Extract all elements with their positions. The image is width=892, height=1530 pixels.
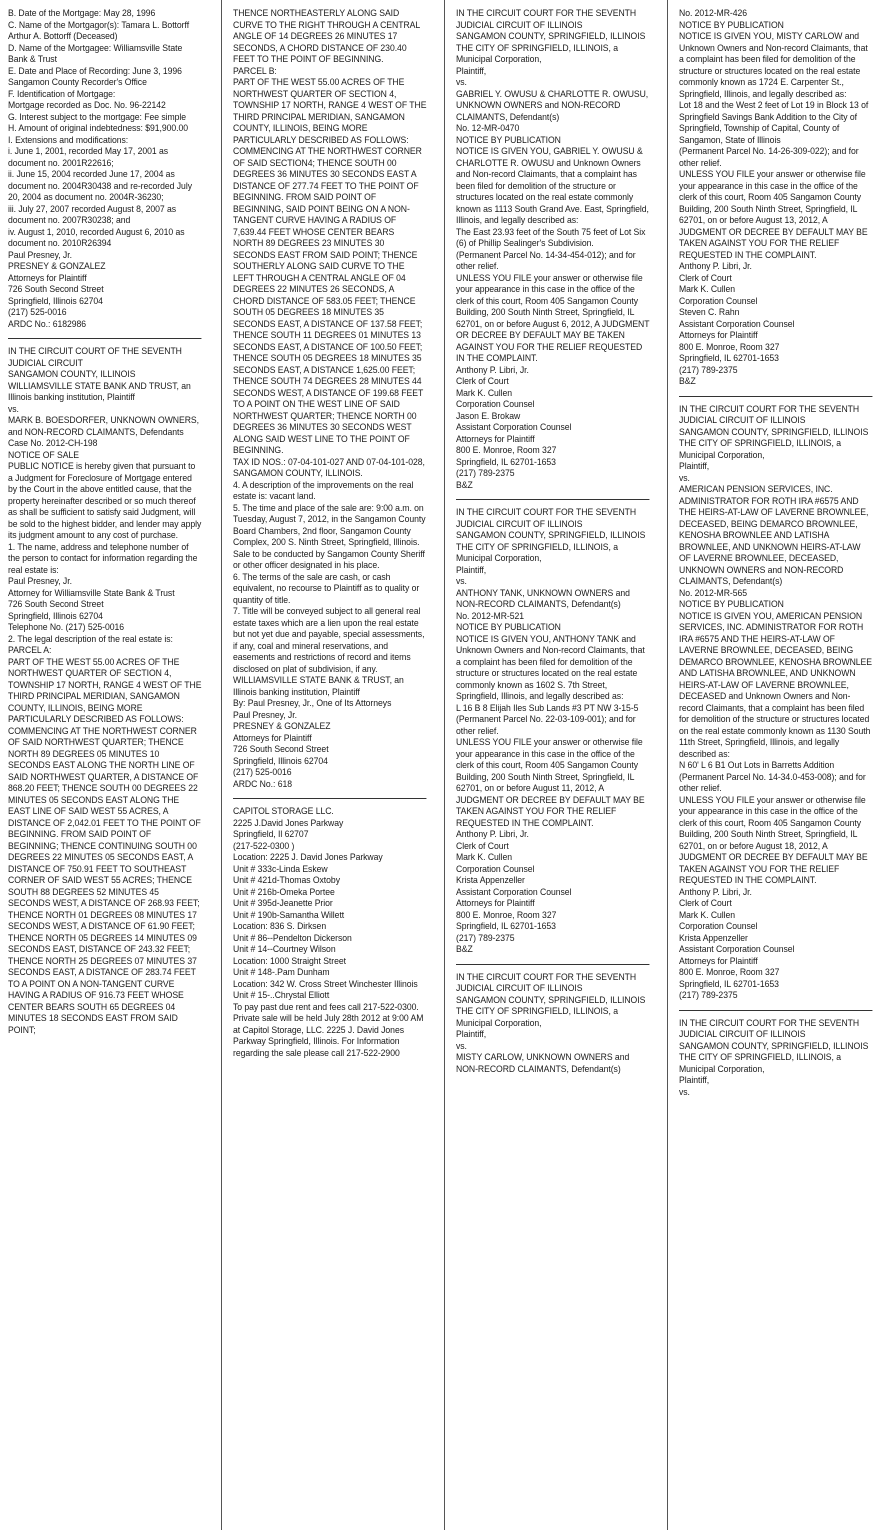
- mortgage-details-notice: B. Date of the Mortgage: May 28, 1996 C. Name of the Mortgagor(s): Tamara L. Bottorff Arthur A. Bottorff (Deceased) D. Name of the Mortgagee: Williamsville State Bank & Trust E. Date and Place of Recording: June 3, 1996 Sangamon County Recorder's Office F. Identification of Mortgage: Mortgage recorded as Doc. No. 96-22142 G. Interest subject to the mortgage: Fee simple H. Amount of original indebtedness: $91,900.00 I. Extensions and modifications: i. June 1, 2001, recorded May 17, 2001 as document no. 2001R22616; ii. June 15, 2004 recorded June 17, 2004 as document no. 2004R30438 and re-recorded July 20, 2004 as document no. 2004R-36230; iii. July 27, 2007 recorded August 8, 2007 as document no. 2007R30238; and iv. August 1, 2010, recorded August 6, 2010 as document no. 2010R26394 Paul Presney, Jr. PRESNEY & GONZALEZ Attorneys for Plaintiff 726 South Second Street Springfield, Illinois 62704 (217) 525-0016 ARDC No.: 6182986: [8, 8, 192, 329]
- column-1: [8, 8, 201, 1036]
- carlow-demolition-notice: IN THE CIRCUIT COURT FOR THE SEVENTH JUDICIAL CIRCUIT OF ILLINOIS SANGAMON COUNTY, SPRINGFIELD, ILLINOIS THE CITY OF SPRINGFIELD, ILLINOIS, a Municipal Corporation, Plaintiff, vs. MISTY CARLOW, UNKNOWN OWNERS and NON-RECORD CLAIMANTS, Defendant(s): [456, 971, 646, 1074]
- notice-separator: [456, 499, 649, 500]
- notice-of-sale-boesdorfer: IN THE CIRCUIT COURT OF THE SEVENTH JUDICIAL CIRCUIT SANGAMON COUNTY, ILLINOIS WILLIAMSVILLE STATE BANK AND TRUST, an Illinois banking institution, Plaintiff vs. MARK B. BOESDORFER, UNKNOWN OWNERS, and NON-RECORD CLAIMANTS, Defendants Case No. 2012-CH-198 NOTICE OF SALE PUBLIC NOTICE is hereby given that pursuant to a Judgment for Foreclosure of Mortgage entered by the Court in the above entitled cause, that the property hereinafter described or so much thereof as shall be sufficient to satisfy said Judgment, will be sold to the highest bidder, and lender may apply its judgment amount to any cost of purchase. 1. The name, address and telephone number of the person to contact for information regarding the real estate is: Paul Presney, Jr. Attorney for Williamsville State Bank & Trust 726 South Second Street Springfield, Illinois 62704 Telephone No. (217) 525-0016 2. The legal description of the real estate is: PARCEL A: PART OF THE WEST 55.00 ACRES OF THE NORTHWEST QUARTER OF SECTION 4, TOWNSHIP 17 NORTH, RANGE 4 WEST OF THE THIRD PRINCIPAL MERIDIAN, SANGAMON COUNTY, ILLINOIS, BEING MORE PARTICULARLY DESCRIBED AS FOLLOWS: COMMENCING AT THE NORTHWEST CORNER OF SAID NORTHWEST QUARTER; THENCE NORTH 89 DEGREES 05 MINUTES 10 SECONDS EAST ALONG THE NORTH LINE OF SAID NORTHWEST QUARTER, A DISTANCE OF 868.20 FEET; THENCE SOUTH 00 DEGREES 22 MINUTES 05 SECONDS EAST ALONG THE EAST LINE OF SAID WEST 55 ACRES, A DISTANCE OF 2,042.01 FEET TO THE POINT OF BEGINNING. FROM SAID POINT OF BEGINNING; THENCE CONTINUING SOUTH 00 DEGREES 22 MINUTES 05 SECONDS EAST, A DISTANCE OF 750.91 FEET TO SOUTHEAST CORNER OF SAID WEST 55 ACRES; THENCE SOUTH 88 DEGREES 52 MINUTES 45 SECONDS WEST, A DISTANCE OF 268.93 FEET; THENCE NORTH 01 DEGREES 08 MINUTES 17 SECONDS WEST, A DISTANCE OF 61.90 FEET; THENCE NORTH 05 DEGREES 14 MINUTES 09 SECONDS EAST, DISTANCE OF 243.32 FEET; THENCE NORTH 25 DEGREES 07 MINUTES 37 SECONDS EAST, A DISTANCE OF 283.74 FEET TO A POINT ON A NON-TANGENT CURVE HAVING A RADIUS OF 916.73 FEET WHOSE CENTER BEARS SOUTH 65 DEGREES 04 MINUTES 18 SECONDS EAST FROM SAID POINT;: [8, 346, 202, 1035]
- notice-separator: [456, 964, 649, 965]
- capitol-storage-notice: CAPITOL STORAGE LLC. 2225 J.David Jones Parkway Springfield, Il 62707 (217-522-0300 ) Location: 2225 J. David Jones Parkway Unit # 333c-Linda Eskew Unit # 421d-Thomas Oxtoby Unit # 216b-Omeka Portee Unit # 395d-Jeanette Prior Unit # 190b-Samantha Willett Location: 836 S. Dirksen Unit # 86--Pendelton Dickerson Unit # 14--Courtney Wilson Location: 1000 Straight Street Unit # 148-.Pam Dunham Location: 342 W. Cross Street Winchester Illinois Unit # 15-..Chrystal Elliott To pay past due rent and fees call 217-522-0300. Private sale will be held July 28th 2012 at 9:00 AM at Capitol Storage, LLC. 2225 J. David Jones Parkway Springfield, Illinois. For Information regarding the sale please call 217-522-2900: [233, 806, 424, 1058]
- notice-separator: [233, 798, 426, 799]
- carlow-demolition-notice-continued: No. 2012-MR-426 NOTICE BY PUBLICATION NOTICE IS GIVEN YOU, MISTY CARLOW and Unknown Owners and Non-record Claimants, that a complaint has been filed for demolition of the structure or structures located on the real estate commonly known as 1724 E. Carpenter St., Springfield, Illinois, and legally described as: Lot 18 and the West 2 feet of Lot 19 in Block 13 of Springfield Savings Bank Addition to the City of Springfield, Township of Capital, County of Sangamon, State of Illinois (Permanent Parcel No. 14-26-309-022); and for other relief. UNLESS YOU FILE your answer or otherwise file your appearance in this case in the office of the clerk of this court, Room 405 Sangamon County Building, 200 South Ninth Street, Springfield, IL 62701, on or before August 13, 2012, A JUDGMENT OR DECREE BY DEFAULT MAY BE TAKEN AGAINST YOU FOR THE RELIEF REQUESTED IN THE COMPLAINT. Anthony P. Libri, Jr. Clerk of Court Mark K. Cullen Corporation Counsel Steven C. Rahn Assistant Corporation Counsel Attorneys for Plaintiff 800 E. Monroe, Room 327 Springfield, IL 62701-1653 (217) 789-2375 B&Z: [679, 8, 869, 386]
- column-divider: [667, 0, 668, 1530]
- column-2: [233, 8, 426, 1059]
- column-divider: [444, 0, 445, 1530]
- next-court-notice: IN THE CIRCUIT COURT FOR THE SEVENTH JUDICIAL CIRCUIT OF ILLINOIS SANGAMON COUNTY, SPRINGFIELD, ILLINOIS THE CITY OF SPRINGFIELD, ILLINOIS, a Municipal Corporation, Plaintiff, vs.: [679, 1017, 869, 1097]
- brownlee-demolition-notice: IN THE CIRCUIT COURT FOR THE SEVENTH JUDICIAL CIRCUIT OF ILLINOIS SANGAMON COUNTY, SPRINGFIELD, ILLINOIS THE CITY OF SPRINGFIELD, ILLINOIS, a Municipal Corporation, Plaintiff, vs. AMERICAN PENSION SERVICES, INC. ADMINISTRATOR FOR ROTH IRA #6575 AND THE HEIRS-AT-LAW OF LAVERNE BROWNLEE, DECEASED, BEING DEMARCO BROWNLEE, KENOSHA BROWNLEE AND LATISHA BROWNLEE, AND UNKNOWN HEIRS-AT-LAW OF LAVERNE BROWNLEE, DECEASED, UNKNOWN OWNERS and NON-RECORD CLAIMANTS, Defendant(s) No. 2012-MR-565 NOTICE BY PUBLICATION NOTICE IS GIVEN YOU, AMERICAN PENSION SERVICES, INC. ADMINISTRATOR FOR ROTH IRA #6575 AND THE HEIRS-AT-LAW OF LAVERNE BROWNLEE, DECEASED, BEING DEMARCO BROWNLEE, KENOSHA BROWNLEE AND LATISHA BROWNLEE, AND UNKNOWN HEIRS-AT-LAW OF LAVERNE BROWNLEE, DECEASED and Unknown Owners and Non-record Claimants, that a complaint has been filed for demolition of the structure or structures located on the real estate commonly known as 1130 South 11th Street, Springfield, Illinois, and legally described as: N 60' L 6 B1 Out Lots in Barretts Addition (Permanent Parcel No. 14-34.0-453-008); and for other relief. UNLESS YOU FILE your answer or otherwise file your appearance in this case in the office of the clerk of this court, Room 405 Sangamon County Building, 200 South Ninth Street, Springfield, IL 62701, on or before August 18, 2012, A JUDGMENT OR DECREE BY DEFAULT MAY BE TAKEN AGAINST YOU FOR THE RELIEF REQUESTED IN THE COMPLAINT. Anthony P. Libri, Jr. Clerk of Court Mark K. Cullen Corporation Counsel Krista Appenzeller Assistant Corporation Counsel Attorneys for Plaintiff 800 E. Monroe, Room 327 Springfield, IL 62701-1653 (217) 789-2375: [679, 403, 873, 1000]
- owusu-demolition-notice: IN THE CIRCUIT COURT FOR THE SEVENTH JUDICIAL CIRCUIT OF ILLINOIS SANGAMON COUNTY, SPRINGFIELD, ILLINOIS THE CITY OF SPRINGFIELD, ILLINOIS, a Municipal Corporation, Plaintiff, vs. GABRIEL Y. OWUSU & CHARLOTTE R. OWUSU, UNKNOWN OWNERS and NON-RECORD CLAIMANTS, Defendant(s) No. 12-MR-0470 NOTICE BY PUBLICATION NOTICE IS GIVEN YOU, GABRIEL Y. OWUSU & CHARLOTTE R. OWUSU and Unknown Owners and Non-record Claimants, that a complaint has been filed for demolition of the structure or structures located on the real estate commonly known as 1113 South Grand Ave. East, Springfield, Illinois, and legally described as: The East 23.93 feet of the South 75 feet of Lot Six (6) of Phillip Sealinger's Subdivision. (Permanent Parcel No. 14-34-454-012); and for other relief. UNLESS YOU FILE your answer or otherwise file your appearance in this case in the office of the clerk of this court, Room 405 Sangamon County Building, 200 South Ninth Street, Springfield, IL 62701, on or before August 6, 2012, A JUDGMENT OR DECREE BY DEFAULT MAY BE TAKEN AGAINST YOU FOR THE RELIEF REQUESTED IN THE COMPLAINT. Anthony P. Libri, Jr. Clerk of Court Mark K. Cullen Corporation Counsel Jason E. Brokaw Assistant Corporation Counsel Attorneys for Plaintiff 800 E. Monroe, Room 327 Springfield, IL 62701-1653 (217) 789-2375 B&Z: [456, 8, 650, 490]
- tank-demolition-notice: IN THE CIRCUIT COURT FOR THE SEVENTH JUDICIAL CIRCUIT OF ILLINOIS SANGAMON COUNTY, SPRINGFIELD, ILLINOIS THE CITY OF SPRINGFIELD, ILLINOIS, a Municipal Corporation, Plaintiff, vs. ANTHONY TANK, UNKNOWN OWNERS and NON-RECORD CLAIMANTS, Defendant(s) No. 2012-MR-521 NOTICE BY PUBLICATION NOTICE IS GIVEN YOU, ANTHONY TANK and Unknown Owners and Non-record Claimants, that a complaint has been filed for demolition of the structure or structures located on the real estate commonly known as 1602 S. 7th Street, Springfield, Illinois, and legally described as: L 16 B 8 Elijah Iles Sub Lands #3 PT NW 3-15-5 (Permanent Parcel No. 22-03-109-001); and for other relief. UNLESS YOU FILE your answer or otherwise file your appearance in this case in the office of the clerk of this court, Room 405 Sangamon County Building, 200 South Ninth Street, Springfield, IL 62701, on or before August 11, 2012, A JUDGMENT OR DECREE BY DEFAULT MAY BE TAKEN AGAINST YOU FOR THE RELIEF REQUESTED IN THE COMPLAINT. Anthony P. Libri, Jr. Clerk of Court Mark K. Cullen Corporation Counsel Krista Appenzeller Assistant Corporation Counsel Attorneys for Plaintiff 800 E. Monroe, Room 327 Springfield, IL 62701-1653 (217) 789-2375 B&Z: [456, 507, 646, 954]
- column-4: [679, 8, 872, 1098]
- column-divider: [221, 0, 222, 1530]
- notice-separator: [8, 338, 201, 339]
- notice-separator: [679, 396, 872, 397]
- column-3: [456, 8, 649, 1075]
- notice-of-sale-continued: THENCE NORTHEASTERLY ALONG SAID CURVE TO THE RIGHT THROUGH A CENTRAL ANGLE OF 14 DEGREES 26 MINUTES 17 SECONDS, A CHORD DISTANCE OF 230.40 FEET TO THE POINT OF BEGINNING. PARCEL B: PART OF THE WEST 55.00 ACRES OF THE NORTHWEST QUARTER OF SECTION 4, TOWNSHIP 17 NORTH, RANGE 4 WEST OF THE THIRD PRINCIPAL MERIDIAN, SANGAMON COUNTY, ILLINOIS, BEING MORE PARTICULARLY DESCRIBED AS FOLLOWS: COMMENCING AT THE NORTHWEST CORNER OF SAID SECTION4; THENCE SOUTH 00 DEGREES 36 MINUTES 30 SECONDS EAST A DISTANCE OF 277.74 FEET TO THE POINT OF BEGINNING. FROM SAID POINT OF BEGINNING, SAID POINT BEING ON A NON-TANGENT CURVE HAVING A RADIUS OF 7,639.44 FEET WHOSE CENTER BEARS NORTH 89 DEGREES 23 MINUTES 30 SECONDS EAST FROM SAID POINT; THENCE SOUTHERLY ALONG SAID CURVE TO THE LEFT THROUGH A CENTRAL ANGLE OF 04 DEGREES 22 MINUTES 26 SECONDS, A CHORD DISTANCE OF 583.05 FEET; THENCE SOUTH 05 DEGREES 18 MINUTES 35 SECONDS EAST, A DISTANCE OF 137.58 FEET; THENCE SOUTH 11 DEGREES 01 MINUTES 13 SECONDS EAST, A DISTANCE OF 100.50 FEET; THENCE SOUTH 05 DEGREES 18 MINUTES 35 SECONDS EAST, A DISTANCE 1,625.00 FEET; THENCE SOUTH 74 DEGREES 28 MINUTES 44 SECONDS WEST, A DISTANCE OF 199.68 FEET TO A POINT ON THE WEST LINE OF SAID NORTHWEST QUARTER; THENCE NORTH 00 DEGREES 36 MINUTES 30 SECONDS WEST ALONG SAID WEST LINE TO THE POINT OF BEGINNING. TAX ID NOS.: 07-04-101-027 AND 07-04-101-028, SANGAMON COUNTY, ILLINOIS. 4. A description of the improvements on the real estate is: vacant land. 5. The time and place of the sale are: 9:00 a.m. on Tuesday, August 7, 2012, in the Sangamon County Board Chambers, 2nd floor, Sangamon County Complex, 200 S. Ninth Street, Springfield, Illinois. Sale to be conducted by Sangamon County Sheriff or other officer designated in his place. 6. The terms of the sale are cash, or cash equivalent, no recourse to Plaintiff as to quality or quantity of title. 7. Title will be conveyed subject to all general real estate taxes which are a lien upon the real estate but not yet due and payable, special assessments, if any, coal and mineral reservations, and easements and restrictions of record and items disclosed on plat of subdivision, if any. WILLIAMSVILLE STATE BANK & TRUST, an Illinois banking institution, Plaintiff By: Paul Presney, Jr., One of Its Attorneys Paul Presney, Jr. PRESNEY & GONZALEZ Attorneys for Plaintiff 726 South Second Street Springfield, Illinois 62704 (217) 525-0016 ARDC No.: 618: [233, 8, 427, 789]
- notice-separator: [679, 1010, 872, 1011]
